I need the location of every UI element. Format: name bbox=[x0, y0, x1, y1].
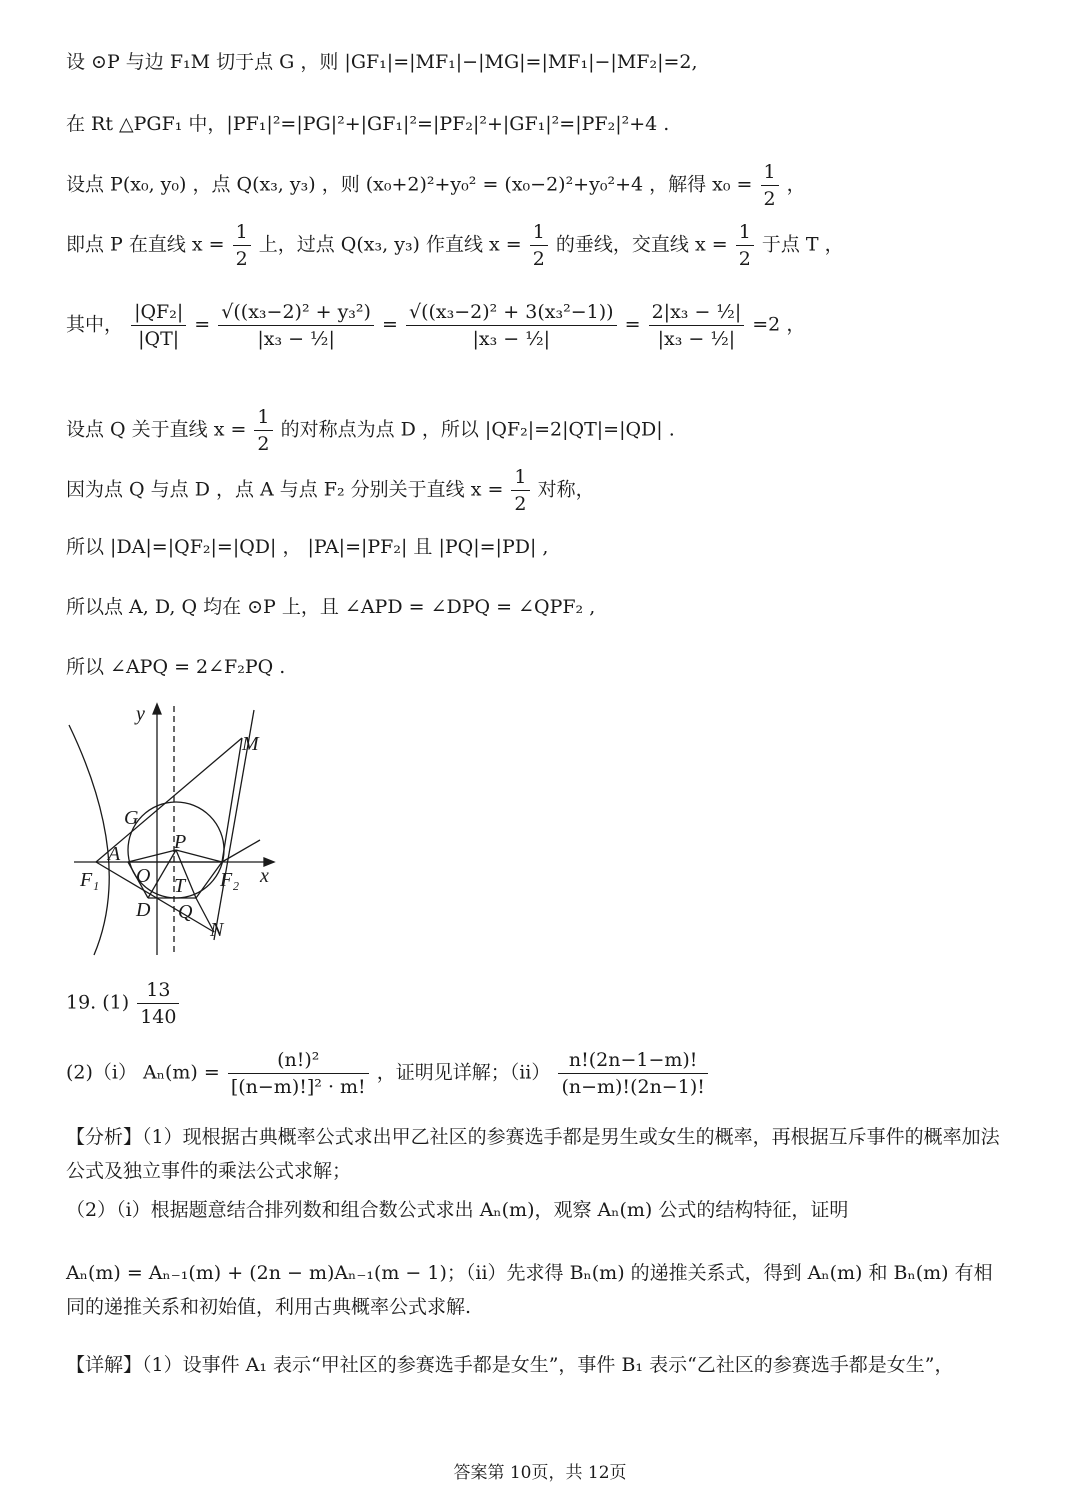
frac-den: 2 bbox=[257, 433, 270, 455]
fraction-sqrt-2 bbox=[406, 300, 617, 351]
line-q-f2 bbox=[196, 862, 222, 898]
fraction-half bbox=[530, 220, 548, 271]
frac-num: 1 bbox=[736, 220, 754, 246]
frac-den: 2 bbox=[235, 248, 248, 270]
frac-den: 2 bbox=[763, 188, 776, 210]
frac-num: n!(2n−1−m)! bbox=[558, 1048, 707, 1074]
frac-num: 1 bbox=[530, 220, 548, 246]
frac-num: √((x₃−2)² + y₃²) bbox=[218, 300, 374, 326]
line-7-post: 对称， bbox=[537, 478, 595, 501]
line-p-d bbox=[148, 850, 176, 898]
label-f1: F₁ bbox=[80, 869, 100, 891]
analysis-1: 【分析】（1）现根据古典概率公式求出甲乙社区的参赛选手都是男生或女生的概率，再根据互斥事件的概率加法公式及独立事件的乘法公式求解； bbox=[66, 1126, 1000, 1182]
y-axis-arrow bbox=[153, 704, 161, 714]
frac-den: 140 bbox=[140, 1006, 177, 1028]
text-line-6 bbox=[66, 405, 675, 456]
frac-num: |QF₂| bbox=[131, 300, 186, 326]
text-line-1: 设 ⊙P 与边 F₁M 切于点 G ，则 |GF₁|=|MF₁|−|MG|=|MF₁|−|MF₂|=2, bbox=[66, 51, 698, 73]
frac-den: (n−m)!(2n−1)! bbox=[561, 1076, 705, 1098]
q19-part2-pre: (2)（i） Aₙ(m) = bbox=[66, 1061, 220, 1084]
label-y: y bbox=[136, 703, 145, 725]
frac-den: [(n−m)!]² · m! bbox=[230, 1076, 366, 1098]
analysis-3: Aₙ(m) = Aₙ₋₁(m) + (2n − m)Aₙ₋₁(m − 1)；（ii）先求得 Bₙ(m) 的递推关系式，得到 Aₙ(m) 和 Bₙ(m) 有相同的递推关系和初始值，利用古典概率公式求解. bbox=[66, 1262, 993, 1318]
label-f2: F₂ bbox=[220, 869, 240, 891]
line-5-pre: 其中， bbox=[66, 313, 124, 336]
text-line-7 bbox=[66, 465, 595, 516]
frac-num: 1 bbox=[254, 405, 272, 431]
fraction-13-140 bbox=[137, 978, 179, 1029]
line-4-c: 的垂线，交直线 x = bbox=[555, 233, 728, 256]
text-line-10: 所以 ∠APQ = 2∠F₂PQ . bbox=[66, 656, 286, 678]
frac-den: 2 bbox=[738, 248, 751, 270]
text-line-8: 所以 |DA|=|QF₂|=|QD| ， |PA|=|PF₂| 且 |PQ|=|PD| , bbox=[66, 536, 549, 558]
line-7-pre: 因为点 Q 与点 D ，点 A 与点 F₂ 分别关于直线 x = bbox=[66, 478, 504, 501]
frac-num: √((x₃−2)² + 3(x₃²−1)) bbox=[406, 300, 617, 326]
frac-den: 2 bbox=[532, 248, 545, 270]
geometry-diagram bbox=[64, 700, 284, 960]
frac-den: |x₃ − ½| bbox=[472, 328, 551, 350]
fraction-half bbox=[254, 405, 272, 456]
q19-part2-mid: ，证明见详解；（ii） bbox=[376, 1061, 551, 1084]
line-hyperbola-right bbox=[222, 840, 260, 862]
frac-num: 1 bbox=[233, 220, 251, 246]
text-line-4 bbox=[66, 220, 844, 271]
analysis-2: （2）（i）根据题意结合排列数和组合数公式求出 Aₙ(m)，观察 Aₙ(m) 公式的结构特征，证明 bbox=[66, 1199, 849, 1221]
fraction-ii-answer bbox=[558, 1048, 707, 1099]
label-p: P bbox=[174, 831, 187, 853]
label-o: O bbox=[136, 865, 151, 887]
line-4-a: 即点 P 在直线 x = bbox=[66, 233, 225, 256]
q19-answer-1 bbox=[66, 978, 181, 1029]
frac-den: 2 bbox=[514, 493, 527, 515]
label-x: x bbox=[260, 865, 269, 887]
hyperbola-left-branch bbox=[69, 725, 109, 955]
frac-num: 13 bbox=[137, 978, 179, 1004]
line-5-post: =2 ， bbox=[752, 313, 806, 336]
detail-1: 【详解】（1）设事件 A₁ 表示“甲社区的参赛选手都是女生”，事件 B₁ 表示“乙社区的参赛选手都是女生”， bbox=[66, 1354, 954, 1376]
label-m: M bbox=[242, 733, 259, 755]
line-4-d: 于点 T ， bbox=[761, 233, 844, 256]
equals: = bbox=[194, 313, 211, 336]
q19-answer-2 bbox=[66, 1048, 710, 1099]
frac-num: 2|x₃ − ½| bbox=[649, 300, 745, 326]
line-6-pre: 设点 Q 关于直线 x = bbox=[66, 418, 247, 441]
line-a-p bbox=[128, 850, 176, 862]
fraction-half bbox=[761, 160, 779, 211]
text-line-3 bbox=[66, 160, 806, 211]
frac-den: |QT| bbox=[138, 328, 180, 350]
label-t: T bbox=[174, 875, 186, 897]
frac-num: (n!)² bbox=[228, 1048, 369, 1074]
label-g: G bbox=[124, 807, 139, 829]
equals: = bbox=[382, 313, 398, 336]
page-footer: 答案第 10页，共 12页 bbox=[453, 1463, 627, 1483]
label-q: Q bbox=[178, 901, 193, 923]
frac-den: |x₃ − ½| bbox=[657, 328, 736, 350]
label-n: N bbox=[210, 919, 224, 941]
label-d: D bbox=[136, 899, 151, 921]
fraction-abs bbox=[649, 300, 745, 351]
label-a: A bbox=[108, 843, 121, 865]
text-line-9: 所以点 A, D, Q 均在 ⊙P 上，且 ∠APD = ∠DPQ = ∠QPF₂ , bbox=[66, 596, 596, 618]
q19-label: 19. (1) bbox=[66, 991, 130, 1014]
text-line-5 bbox=[66, 300, 805, 351]
fraction-an-m bbox=[228, 1048, 369, 1099]
line-4-b: 上，过点 Q(x₃, y₃) 作直线 x = bbox=[258, 233, 522, 256]
frac-den: |x₃ − ½| bbox=[257, 328, 335, 350]
fraction-qf2-qt bbox=[131, 300, 186, 351]
fraction-half bbox=[511, 465, 529, 516]
line-3-text: 设点 P(x₀, y₀) ，点 Q(x₃, y₃) ，则 (x₀+2)²+y₀² = (x₀−2)²+y₀²+4 ，解得 x₀ = bbox=[66, 173, 753, 196]
fraction-half bbox=[233, 220, 251, 271]
frac-num: 1 bbox=[761, 160, 779, 186]
text-line-2: 在 Rt △PGF₁ 中，|PF₁|²=|PG|²+|GF₁|²=|PF₂|²+|GF₁|²=|PF₂|²+4 . bbox=[66, 113, 670, 135]
line-6-post: 的对称点为点 D ，所以 |QF₂|=2|QT|=|QD| . bbox=[280, 418, 675, 441]
fraction-half bbox=[736, 220, 754, 271]
line-3-end: ， bbox=[786, 173, 806, 196]
frac-num: 1 bbox=[511, 465, 529, 491]
equals: = bbox=[624, 313, 641, 336]
fraction-sqrt-1 bbox=[218, 300, 374, 351]
